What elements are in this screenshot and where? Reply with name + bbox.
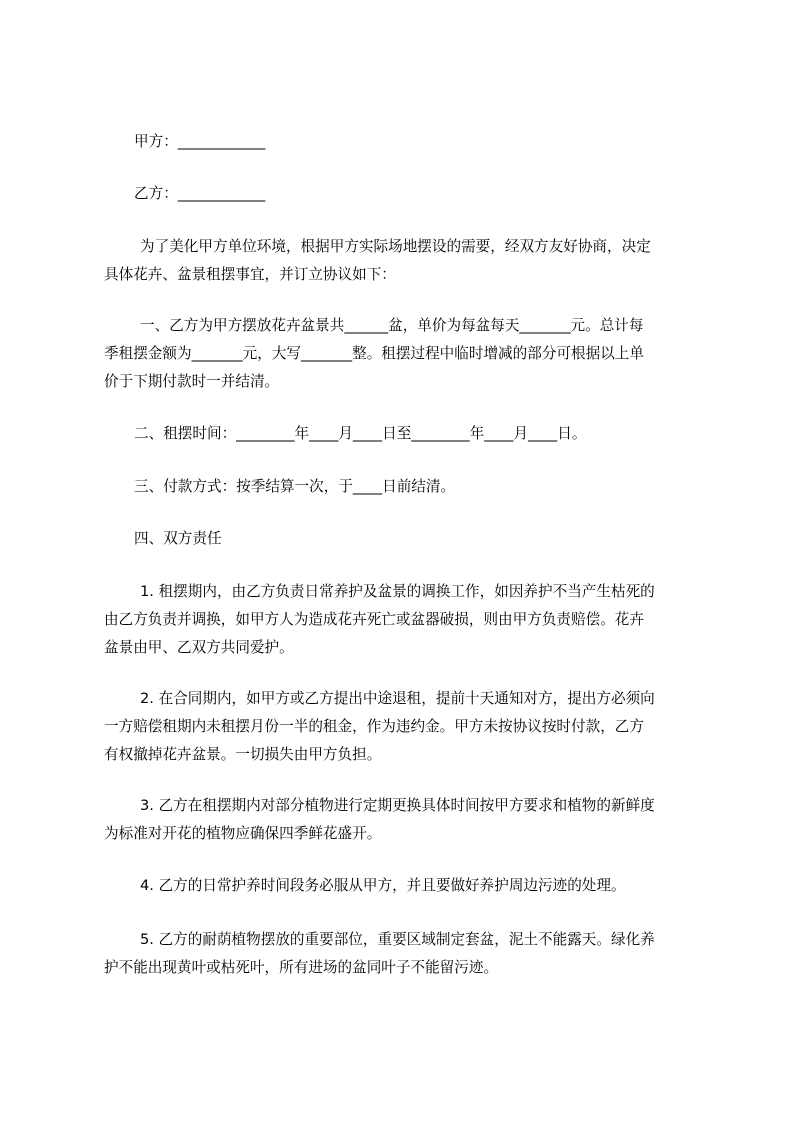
intro-line-2: 具体花卉、盆景租摆事宜，并订立协议如下： — [104, 266, 396, 283]
item-3-line-1: 3. 乙方在租摆期内对部分植物进行定期更换具体时间按甲方要求和植物的新鲜度 — [140, 797, 655, 814]
clause-1-line-3: 价于下期付款时一并结清。 — [104, 373, 280, 390]
clause-1-line-2: 季租摆金额为_______元，大写_______整。租摆过程中临时增减的部分可根据以上单 — [104, 345, 644, 362]
item-5-line-1: 5. 乙方的耐荫植物摆放的重要部位，重要区域制定套盆，泥土不能露天。绿化养 — [140, 931, 655, 948]
item-3-line-2: 为标准对开花的植物应确保四季鲜花盛开。 — [104, 825, 382, 842]
item-1-line-2: 由乙方负责并调换，如甲方人为造成花卉死亡或盆器破损，则由甲方负责赔偿。花卉 — [104, 611, 644, 628]
item-1-line-1: 1. 租摆期内，由乙方负责日常养护及盆景的调换工作，如因养护不当产生枯死的 — [140, 583, 655, 600]
item-5-line-2: 护不能出现黄叶或枯死叶，所有进场的盆同叶子不能留污迹。 — [104, 959, 499, 976]
item-2-line-1: 2. 在合同期内，如甲方或乙方提出中途退租，提前十天通知对方，提出方必须向 — [140, 690, 655, 707]
clause-2-rental-time: 二、租摆时间：________年____月____日至________年____月____日。 — [134, 425, 587, 442]
intro-line-1: 为了美化甲方单位环境，根据甲方实际场地摆设的需要，经双方友好协商，决定 — [140, 238, 651, 255]
clause-1-paragraph — [104, 312, 700, 396]
clause-1-line-1: 一、乙方为甲方摆放花卉盆景共______盆，单价为每盆每天_______元。总计每 — [140, 317, 644, 334]
clause-4-title: 四、双方责任 — [134, 530, 222, 547]
item-1-line-3: 盆景由甲、乙双方共同爱护。 — [104, 639, 294, 656]
party-b-line: 乙方：____________ — [134, 185, 266, 202]
clause-3-payment: 三、付款方式：按季结算一次，于____日前结清。 — [134, 478, 456, 495]
item-2-paragraph — [104, 685, 700, 769]
item-2-line-3: 有权撤掉花卉盆景。一切损失由甲方负担。 — [104, 746, 382, 763]
item-2-line-2: 一方赔偿租期内未租摆月份一半的租金，作为违约金。甲方未按协议按时付款，乙方 — [104, 718, 644, 735]
party-a-line: 甲方：____________ — [134, 133, 266, 150]
intro-paragraph — [104, 233, 700, 289]
item-4-paragraph — [104, 872, 700, 900]
item-5-paragraph — [104, 926, 700, 982]
item-1-paragraph — [104, 578, 700, 662]
item-4-line-1: 4. 乙方的日常护养时间段务必服从甲方，并且要做好养护周边污迹的处理。 — [140, 877, 626, 894]
item-3-paragraph — [104, 792, 700, 848]
